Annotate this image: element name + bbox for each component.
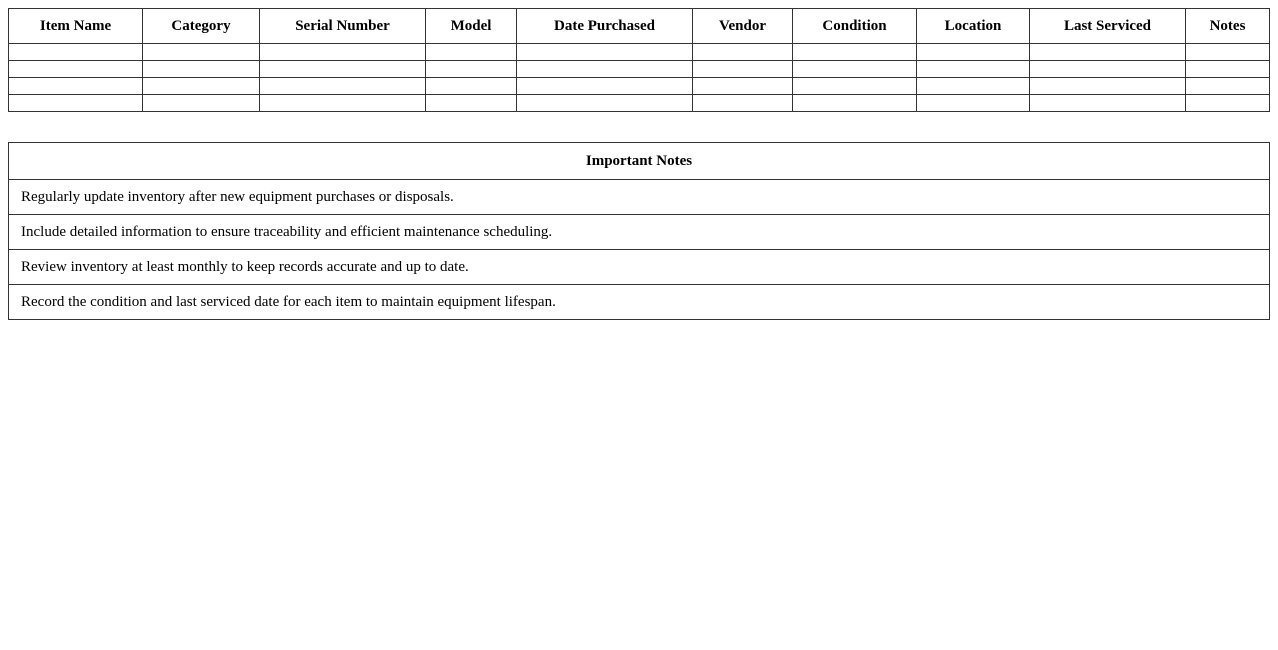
list-item (9, 285, 1270, 320)
table-row (9, 61, 1270, 78)
cell-location[interactable] (917, 44, 1030, 61)
cell-date-purchased[interactable] (517, 44, 693, 61)
cell-condition[interactable] (793, 61, 917, 78)
note-text: Include detailed information to ensure traceability and efficient maintenance scheduling. (9, 215, 1270, 250)
table-row (9, 78, 1270, 95)
list-item (9, 215, 1270, 250)
cell-item-name[interactable] (9, 95, 143, 112)
cell-vendor[interactable] (693, 78, 793, 95)
cell-location[interactable] (917, 95, 1030, 112)
table-row (9, 44, 1270, 61)
cell-item-name[interactable] (9, 78, 143, 95)
cell-serial-number[interactable] (260, 78, 426, 95)
cell-model[interactable] (426, 78, 517, 95)
cell-vendor[interactable] (693, 95, 793, 112)
cell-serial-number[interactable] (260, 61, 426, 78)
note-text: Record the condition and last serviced date for each item to maintain equipment lifespan. (9, 285, 1270, 320)
cell-last-serviced[interactable] (1030, 78, 1186, 95)
cell-notes[interactable] (1186, 95, 1270, 112)
table-row (9, 95, 1270, 112)
cell-last-serviced[interactable] (1030, 95, 1186, 112)
list-item (9, 180, 1270, 215)
cell-date-purchased[interactable] (517, 61, 693, 78)
inventory-header-row (9, 9, 1270, 44)
cell-last-serviced[interactable] (1030, 61, 1186, 78)
cell-condition[interactable] (793, 44, 917, 61)
important-notes-table (8, 142, 1270, 320)
column-header-serial-number: Serial Number (260, 9, 426, 44)
cell-location[interactable] (917, 61, 1030, 78)
cell-vendor[interactable] (693, 61, 793, 78)
column-header-category: Category (143, 9, 260, 44)
inventory-table (8, 8, 1270, 112)
cell-location[interactable] (917, 78, 1030, 95)
column-header-location: Location (917, 9, 1030, 44)
column-header-model: Model (426, 9, 517, 44)
cell-category[interactable] (143, 61, 260, 78)
list-item (9, 250, 1270, 285)
cell-serial-number[interactable] (260, 44, 426, 61)
cell-model[interactable] (426, 44, 517, 61)
notes-title: Important Notes (9, 143, 1270, 180)
cell-category[interactable] (143, 95, 260, 112)
cell-condition[interactable] (793, 95, 917, 112)
column-header-item-name: Item Name (9, 9, 143, 44)
cell-serial-number[interactable] (260, 95, 426, 112)
cell-model[interactable] (426, 61, 517, 78)
column-header-condition: Condition (793, 9, 917, 44)
cell-notes[interactable] (1186, 61, 1270, 78)
column-header-vendor: Vendor (693, 9, 793, 44)
cell-model[interactable] (426, 95, 517, 112)
cell-item-name[interactable] (9, 61, 143, 78)
note-text: Review inventory at least monthly to keep records accurate and up to date. (9, 250, 1270, 285)
column-header-date-purchased: Date Purchased (517, 9, 693, 44)
cell-vendor[interactable] (693, 44, 793, 61)
cell-condition[interactable] (793, 78, 917, 95)
cell-notes[interactable] (1186, 78, 1270, 95)
cell-date-purchased[interactable] (517, 95, 693, 112)
cell-item-name[interactable] (9, 44, 143, 61)
column-header-notes: Notes (1186, 9, 1270, 44)
cell-category[interactable] (143, 78, 260, 95)
column-header-last-serviced: Last Serviced (1030, 9, 1186, 44)
notes-header-row (9, 143, 1270, 180)
cell-category[interactable] (143, 44, 260, 61)
note-text: Regularly update inventory after new equipment purchases or disposals. (9, 180, 1270, 215)
cell-notes[interactable] (1186, 44, 1270, 61)
cell-last-serviced[interactable] (1030, 44, 1186, 61)
cell-date-purchased[interactable] (517, 78, 693, 95)
